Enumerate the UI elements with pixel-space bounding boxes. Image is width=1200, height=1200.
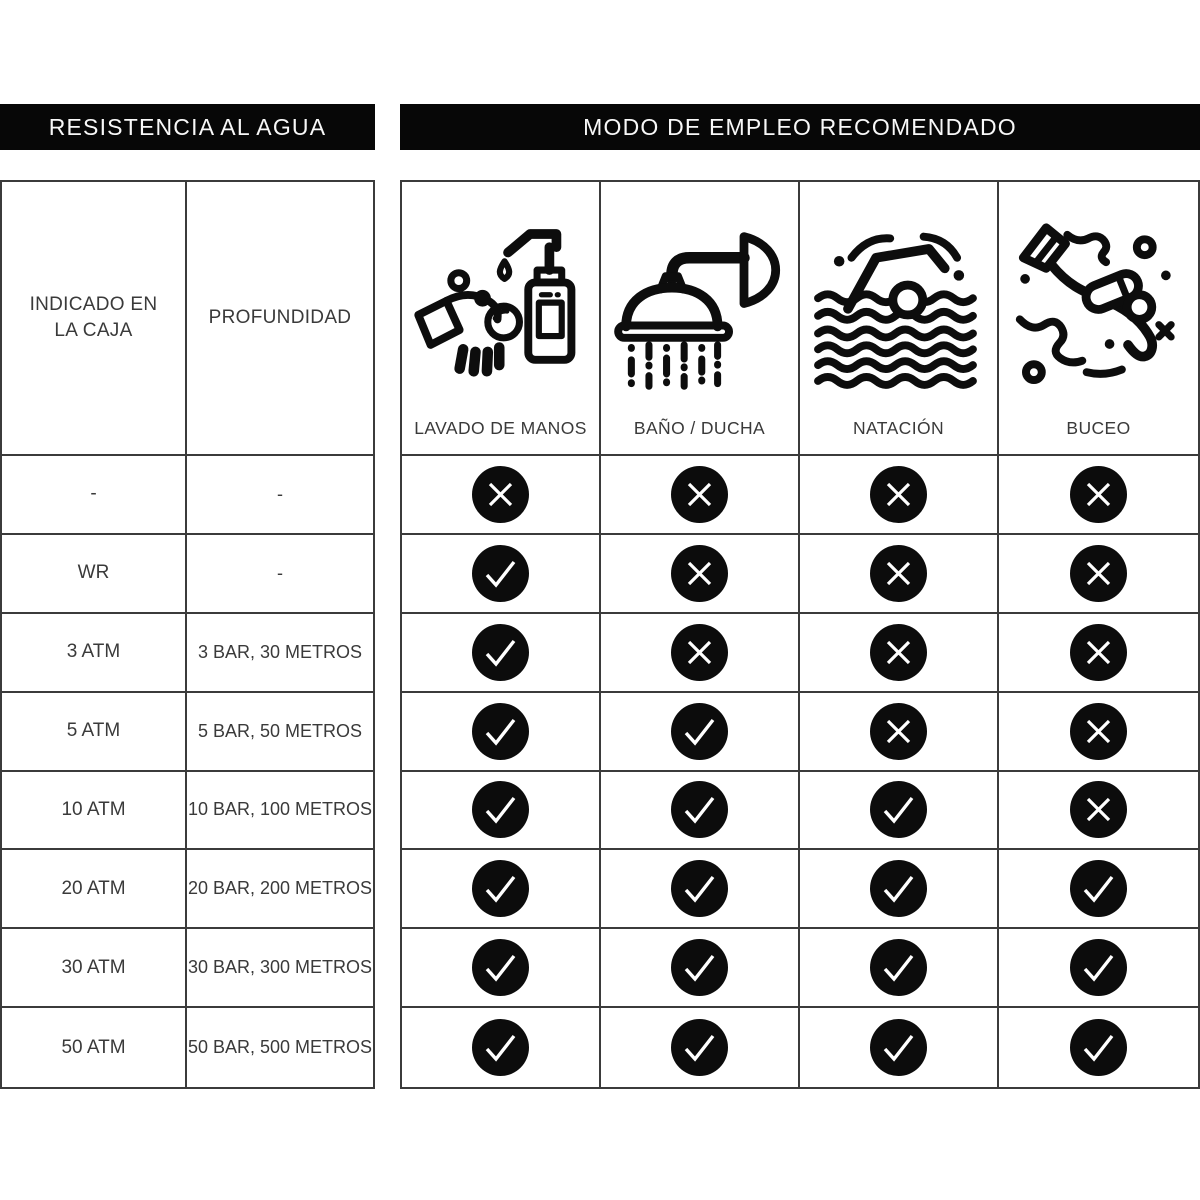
usage-cell xyxy=(800,535,999,614)
left-section-title: RESISTENCIA AL AGUA xyxy=(0,104,375,150)
usage-cell xyxy=(800,1008,999,1087)
cross-mark-icon xyxy=(870,466,927,523)
cross-mark-icon xyxy=(1070,466,1127,523)
usage-column-label: LAVADO DE MANOS xyxy=(414,418,587,438)
usage-cell xyxy=(800,456,999,535)
recommended-usage-table xyxy=(400,180,1200,1089)
case-marking-cell: 50 ATM xyxy=(2,1008,187,1087)
usage-column-swimming xyxy=(800,182,999,456)
water-resistance-table xyxy=(0,180,375,1089)
usage-cell xyxy=(999,693,1198,772)
depth-cell: 30 BAR, 300 METROS xyxy=(187,929,373,1008)
diving-icon xyxy=(999,182,1198,418)
case-marking-cell: - xyxy=(2,456,187,535)
column-header-depth: PROFUNDIDAD xyxy=(187,182,373,456)
depth-cell: 20 BAR, 200 METROS xyxy=(187,850,373,929)
depth-cell: 50 BAR, 500 METROS xyxy=(187,1037,373,1058)
check-mark-icon xyxy=(472,703,529,760)
right-section-title: MODO DE EMPLEO RECOMENDADO xyxy=(400,104,1200,150)
check-mark-icon xyxy=(671,939,728,996)
usage-cell xyxy=(402,614,601,693)
case-marking-cell: 30 ATM xyxy=(2,929,187,1008)
handwash-icon xyxy=(402,182,599,418)
shower-icon xyxy=(601,182,798,418)
usage-cell xyxy=(999,929,1198,1008)
usage-cell xyxy=(800,850,999,929)
depth-cell: - xyxy=(187,535,373,614)
check-mark-icon xyxy=(1070,860,1127,917)
cross-mark-icon xyxy=(1070,624,1127,681)
usage-cell xyxy=(999,456,1198,535)
depth-cell: 10 BAR, 100 METROS xyxy=(187,772,373,851)
check-mark-icon xyxy=(870,860,927,917)
usage-column-label: BUCEO xyxy=(1066,418,1131,438)
usage-cell xyxy=(800,772,999,851)
cross-mark-icon xyxy=(1070,781,1127,838)
usage-cell xyxy=(402,693,601,772)
check-mark-icon xyxy=(671,1019,728,1076)
usage-cell xyxy=(800,614,999,693)
check-mark-icon xyxy=(870,939,927,996)
usage-cell xyxy=(601,772,800,851)
usage-column-label: BAÑO / DUCHA xyxy=(633,418,766,438)
check-mark-icon xyxy=(472,860,529,917)
usage-cell xyxy=(601,614,800,693)
usage-cell xyxy=(601,1008,800,1087)
check-mark-icon xyxy=(1070,939,1127,996)
check-mark-icon xyxy=(671,703,728,760)
usage-column-handwash xyxy=(402,182,601,456)
usage-column-label: NATACIÓN xyxy=(852,418,945,438)
usage-cell xyxy=(800,929,999,1008)
check-mark-icon xyxy=(870,1019,927,1076)
case-marking-cell: 3 ATM xyxy=(2,614,187,693)
usage-column-shower xyxy=(601,182,800,456)
column-header-case-marking: INDICADO EN LA CAJA xyxy=(2,182,187,456)
cross-mark-icon xyxy=(870,545,927,602)
usage-cell xyxy=(999,850,1198,929)
check-mark-icon xyxy=(671,860,728,917)
depth-cell: 3 BAR, 30 METROS xyxy=(187,614,373,693)
usage-cell xyxy=(800,693,999,772)
cross-mark-icon xyxy=(1070,545,1127,602)
check-mark-icon xyxy=(472,1019,529,1076)
usage-cell xyxy=(402,456,601,535)
usage-cell xyxy=(999,772,1198,851)
swimming-icon xyxy=(800,182,997,418)
usage-cell xyxy=(402,535,601,614)
cross-mark-icon xyxy=(671,545,728,602)
usage-cell xyxy=(402,850,601,929)
cross-mark-icon xyxy=(870,703,927,760)
cross-mark-icon xyxy=(671,466,728,523)
check-mark-icon xyxy=(671,781,728,838)
case-marking-cell: 10 ATM xyxy=(2,772,187,851)
check-mark-icon xyxy=(472,545,529,602)
case-marking-cell: 5 ATM xyxy=(2,693,187,772)
depth-cell: 5 BAR, 50 METROS xyxy=(187,693,373,772)
cross-mark-icon xyxy=(1070,703,1127,760)
usage-cell xyxy=(601,535,800,614)
check-mark-icon xyxy=(870,781,927,838)
depth-cell: - xyxy=(187,456,373,535)
usage-cell xyxy=(999,614,1198,693)
usage-cell xyxy=(601,693,800,772)
cross-mark-icon xyxy=(472,466,529,523)
usage-cell xyxy=(999,1008,1198,1087)
usage-cell xyxy=(601,456,800,535)
case-marking-cell: WR xyxy=(2,535,187,614)
usage-column-diving xyxy=(999,182,1198,456)
check-mark-icon xyxy=(472,624,529,681)
check-mark-icon xyxy=(472,781,529,838)
cross-mark-icon xyxy=(671,624,728,681)
usage-cell xyxy=(601,929,800,1008)
check-mark-icon xyxy=(1070,1019,1127,1076)
usage-cell xyxy=(601,850,800,929)
check-mark-icon xyxy=(472,939,529,996)
cross-mark-icon xyxy=(870,624,927,681)
usage-cell xyxy=(402,772,601,851)
usage-cell xyxy=(999,535,1198,614)
usage-cell xyxy=(402,929,601,1008)
case-marking-cell: 20 ATM xyxy=(2,850,187,929)
usage-cell xyxy=(402,1008,601,1087)
